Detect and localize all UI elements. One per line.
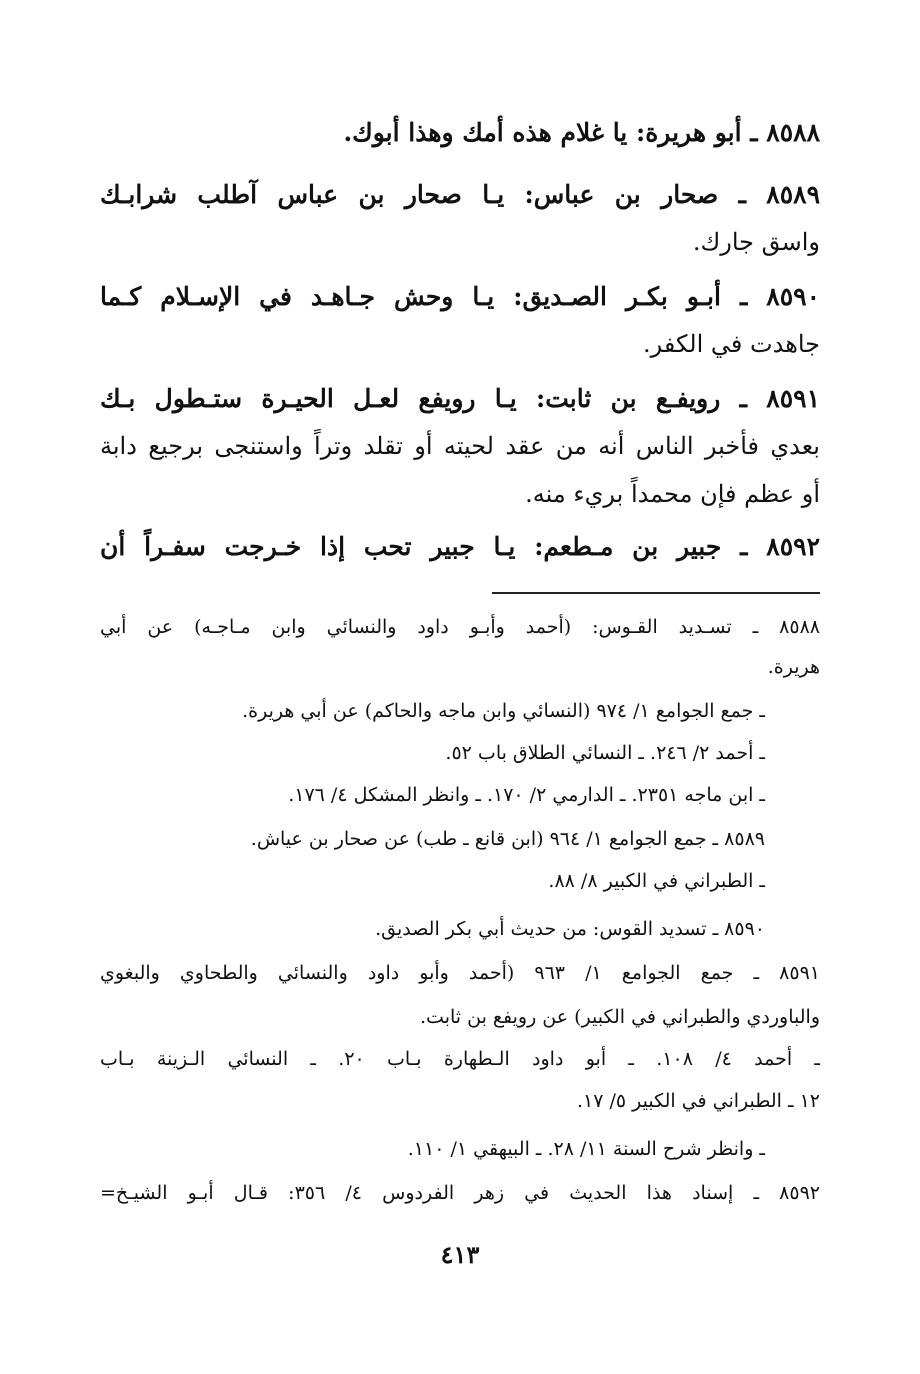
- footnote-8588-continued: هريرة.: [767, 656, 820, 678]
- page-number: ٤١٣: [440, 1240, 480, 1269]
- entry-8592: ٨٥٩٢ ـ جبير بن مـطعم: يـا جبير تحب إذا خـرجت سفـراً أن: [100, 532, 820, 561]
- footnote-8589: ٨٥٨٩ ـ جمع الجوامع ١/ ٩٦٤ (ابن قانع ـ طب) عن صحار بن عياش.: [250, 828, 765, 850]
- entry-8591-continued: بعدي فأخبر الناس أنه من عقد لحيته أو تقلد وتراً واستنجى برجيع دابة: [100, 432, 820, 460]
- footnote-line: ـ وانظر شرح السنة ١١/ ٢٨. ـ البيهقي ١/ ١١٠.: [407, 1138, 765, 1160]
- footnote-line: ـ أحمد ٤/ ١٠٨. ـ أبو داود الـطهارة بـاب ٢٠. ـ النسائي الـزينة بـاب: [100, 1048, 820, 1070]
- footnote-8588: ٨٥٨٨ ـ تسـديد القـوس: (أحمد وأبـو داود والنسائي وابن مـاجـه) عن أبي: [100, 616, 820, 638]
- footnote-8591: ٨٥٩١ ـ جمع الجوامع ١/ ٩٦٣ (أحمد وأبو داود والنسائي والطحاوي والبغوي: [100, 962, 820, 984]
- entry-8589: ٨٥٨٩ ـ صحار بن عباس: يـا صحار بن عباس آطلب شرابـك: [100, 180, 820, 209]
- footnote-8591-continued: والباوردي والطبراني في الكبير) عن رويفع بن ثابت.: [420, 1006, 820, 1028]
- entry-8590: ٨٥٩٠ ـ أبـو بكـر الصـديق: يـا وحش جـاهـد في الإسـلام كـما: [100, 282, 820, 311]
- entry-8591-continued-2: أو عظم فإن محمداً بريء منه.: [525, 480, 820, 508]
- footnote-separator: [492, 592, 820, 594]
- footnote-line: ـ ابن ماجه ٢٣٥١. ـ الدارمي ٢/ ١٧٠. ـ وانظر المشكل ٤/ ١٧٦.: [288, 784, 765, 806]
- entry-8590-continued: جاهدت في الكفر.: [643, 330, 820, 358]
- entry-8589-continued: واسق جارك.: [692, 228, 820, 256]
- footnote-line: ـ جمع الجوامع ١/ ٩٧٤ (النسائي وابن ماجه والحاكم) عن أبي هريرة.: [242, 700, 765, 722]
- footnote-line: ـ أحمد ٢/ ٢٤٦. ـ النسائي الطلاق باب ٥٢.: [445, 742, 765, 764]
- footnote-line: ١٢ ـ الطبراني في الكبير ٥/ ١٧.: [576, 1090, 820, 1112]
- entry-8591: ٨٥٩١ ـ رويفـع بن ثابت: يـا رويفع لعـل الحيـرة ستـطول بـك: [100, 384, 820, 413]
- footnote-8590: ٨٥٩٠ ـ تسديد القوس: من حديث أبي بكر الصديق.: [375, 918, 765, 940]
- footnote-line: ـ الطبراني في الكبير ٨/ ٨٨.: [548, 870, 765, 892]
- footnote-8592: ٨٥٩٢ ـ إسناد هذا الحديث في زهر الفردوس ٤/ ٣٥٦: قـال أبـو الشيـخ=: [100, 1182, 820, 1204]
- entry-8588: ٨٥٨٨ ـ أبو هريرة: يا غلام هذه أمك وهذا أبوك.: [343, 118, 820, 147]
